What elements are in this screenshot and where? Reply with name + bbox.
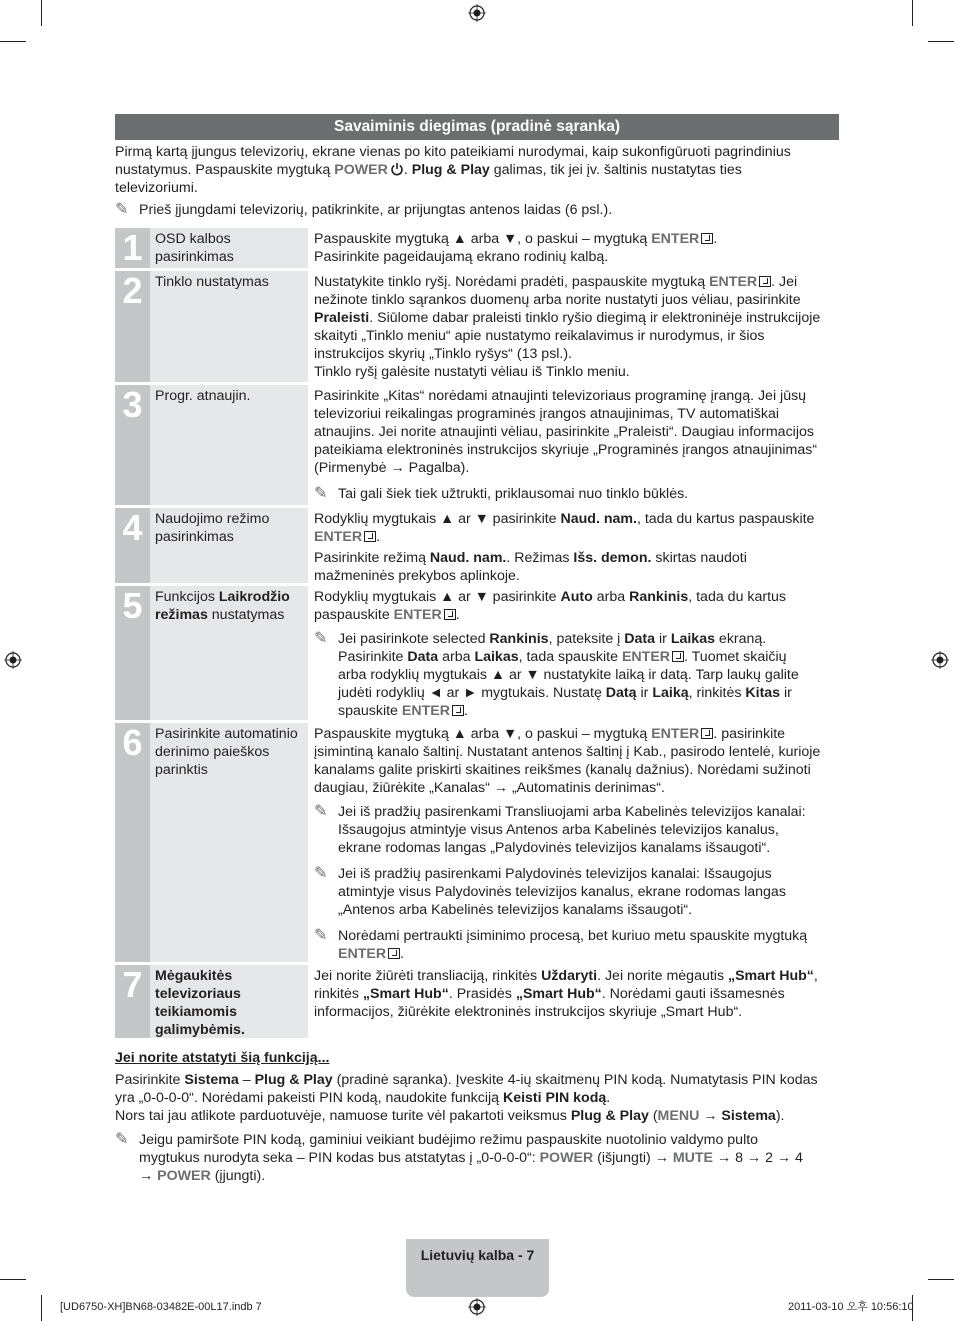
step-description: Jei norite žiūrėti transliaciją, rinkitės Uždaryti. Jei norite mėgautis „Smart Hub“, rinkitės „Smart Hub“. Prasidės „Smart Hub“. Norėdami gauti išsamesnės informacijos, žiūrėkite elektroninės instrukcijos skyriuje „Smart Hub“. bbox=[314, 968, 818, 1020]
imprint-right: 2011-03-10 오후 10:56:10 bbox=[788, 1301, 914, 1313]
note-pencil-icon: ✎ bbox=[314, 485, 328, 502]
step-label: OSD kalbos pasirinkimas bbox=[150, 228, 308, 268]
page-number: Lietuvių kalba - 7 bbox=[420, 1247, 535, 1263]
section-title: Savaiminis diegimas (pradinė sąranka) bbox=[115, 114, 839, 140]
note-pencil-icon: ✎ bbox=[115, 1131, 129, 1148]
enter-icon bbox=[364, 531, 376, 542]
step-number: 1 bbox=[115, 228, 150, 268]
step-row bbox=[115, 965, 839, 1038]
note-pencil-icon: ✎ bbox=[314, 630, 328, 647]
step-number: 5 bbox=[115, 586, 150, 720]
step-row bbox=[115, 228, 839, 268]
enter-icon bbox=[452, 705, 464, 716]
note-pencil-icon: ✎ bbox=[314, 927, 328, 944]
step-description: Rodyklių mygtukais ▲ ar ▼ pasirinkite Auto arba Rankinis, tada du kartus paspauskite ENTER . ✎ Jei pasirinkote selected Rankinis, pateksite į Data ir Laikas ekraną. Pasirinkite Data arba Laikas, tada spauskite ENTER . Tuomet skaičių arba rodyklių mygtukais ▲ ar ▼ nustatykite laiką ir datą. Tarp laukų galite judėti rodyklių ◄ ar ► mygtukais. Nustatę Datą ir Laiką, rinkitės Kitas ir spauskite ENTER . bbox=[314, 589, 799, 719]
enter-icon bbox=[701, 233, 713, 244]
step-row bbox=[115, 385, 839, 505]
enter-icon bbox=[759, 276, 771, 287]
reset-section: Jei norite atstatyti šią funkciją... Pasirinkite Sistema – Plug & Play (pradinė sąranka). Įveskite 4-ių skaitmenų PIN kodą. Numatytasis PIN kodas yra „0-0-0-0“. Norėdami pakeisti PIN kodą, naudokite funkciją Keisti PIN kodą. Nors tai jau atlikote parduotuvėje, namuose turite vėl pakartoti veiksmus Plug & Play (MENU → Sistema). ✎ Jeigu pamiršote PIN kodą, gaminiui veikiant budėjimo režimu paspauskite nuotolinio valdymo pulto mygtukus nurodyta seka – PIN kodas bus atstatytas į „0-0-0-0“: POWER (išjungti) → MUTE → 8 → 2 → 4 → POWER (įjungti). bbox=[115, 1049, 835, 1185]
step-row bbox=[115, 586, 839, 720]
step-number: 4 bbox=[115, 508, 150, 583]
step-number: 6 bbox=[115, 723, 150, 962]
step-row bbox=[115, 723, 839, 962]
step-row bbox=[115, 508, 839, 583]
note-pencil-icon: ✎ bbox=[115, 201, 129, 218]
step-description: Pasirinkite „Kitas“ norėdami atnaujinti televizoriaus programinę įrangą. Jei jūsų televizoriui reikalingas programinės įrangos atnaujinimas, TV automatiškai atnaujins. Jei norite atnaujinti vėliau, pasirinkite „Praleisti“. Daugiau informacijos pateikiama elektroninės instrukcijos skyriuje „Programinės įrangos atnaujinimas“ (Pirmenybė → Pagalba). ✎ Tai gali šiek tiek užtrukti, priklausomai nuo tinklo būklės. bbox=[314, 388, 818, 502]
registration-mark-icon bbox=[931, 651, 949, 669]
enter-icon bbox=[388, 948, 400, 959]
step-label: Pasirinkite automatinio derinimo paieškos parinktis bbox=[150, 723, 308, 962]
step-label: Tinklo nustatymas bbox=[150, 271, 308, 382]
step-label: Funkcijos Laikrodžio režimas nustatymas bbox=[150, 586, 308, 720]
step-label: Naudojimo režimo pasirinkimas bbox=[150, 508, 308, 583]
step-description: Rodyklių mygtukais ▲ ar ▼ pasirinkite Naud. nam., tada du kartus paspauskite ENTER . Pasirinkite režimą Naud. nam.. Režimas Išs. demon. skirtas naudoti mažmeninės prekybos aplinkoje. bbox=[314, 511, 815, 584]
power-icon bbox=[390, 162, 404, 176]
step-label: Progr. atnaujin. bbox=[150, 385, 308, 505]
imprint-left: [UD6750-XH]BN68-03482E-00L17.indb 7 bbox=[60, 1301, 262, 1313]
intro-text: Pirmą kartą įjungus televizorių, ekrane vienas po kito pateikiami nurodymai, kaip sukonfigūruoti pagrindinius nustatymus. Paspauskite mygtuką POWER . Plug & Play galimas, tik jei įv. šaltinis nustatytas ties televizoriumi. ✎ Prieš įjungdami televizorių, patikrinkite, ar prijungtas antenos laidas (6 psl.). bbox=[115, 144, 791, 218]
enter-icon bbox=[672, 651, 684, 662]
step-description: Nustatykite tinklo ryšį. Norėdami pradėti, paspauskite mygtuką ENTER . Jei nežinote tinklo sąrankos duomenų arba norite nustatyti juos vėliau, pasirinkite Praleisti. Siūlome dabar praleisti tinklo ryšio diegimą ir elektroninėje instrukcijoje skaityti „Tinklo meniu“ apie nustatymo reikalavimus ir nurodymus, ir šios instrukcijos skyrių „Tinklo ryšys“ (13 psl.). Tinklo ryšį galėsite nustatyti vėliau iš Tinklo meniu. bbox=[314, 274, 821, 380]
registration-mark-icon bbox=[4, 651, 22, 669]
registration-mark-icon bbox=[468, 1298, 486, 1316]
step-number: 7 bbox=[115, 965, 150, 1038]
note-pencil-icon: ✎ bbox=[314, 803, 328, 820]
step-row bbox=[115, 271, 839, 382]
enter-icon bbox=[444, 609, 456, 620]
registration-mark-icon bbox=[468, 4, 486, 22]
step-description: Paspauskite mygtuką ▲ arba ▼, o paskui – mygtuką ENTER . pasirinkite įsimintiną kanalo šaltinį. Nustatant antenos šaltinį į Kab., pasirodo lentelė, kurioje kanalams galite priskirti skaitines reikšmes (kanalų dažnius). Norėdami sužinoti daugiau, žiūrėkite „Kanalas“ → „Automatinis derinimas“. ✎ Jei iš pradžių pasirenkami Transliuojami arba Kabelinės televizijos kanalai: Išsaugojus atmintyje visus Antenos arba Kabelinės televizijos kanalus, ekrane rodomas langas „Palydovinės televizijos kanalams išsaugoti“. ✎ Jei iš pradžių pasirenkami Palydovinės televizijos kanalai: Išsaugojus atmintyje visus Palydovinės televizijos kanalus, ekrane rodomas langas „Antenos arba Kabelinės televizijos kanalams išsaugoti“. ✎ Norėdami pertraukti įsiminimo procesą, bet kuriuo metu spauskite mygtuką ENTER . bbox=[314, 726, 821, 962]
enter-icon bbox=[701, 728, 713, 739]
note-pencil-icon: ✎ bbox=[314, 865, 328, 882]
reset-heading: Jei norite atstatyti šią funkciją... bbox=[115, 1050, 330, 1066]
step-label: Mėgaukitės televizoriaus teikiamomis galimybėmis. bbox=[150, 965, 308, 1038]
step-number: 3 bbox=[115, 385, 150, 505]
step-number: 2 bbox=[115, 271, 150, 382]
step-description: Paspauskite mygtuką ▲ arba ▼, o paskui – mygtuką ENTER . Pasirinkite pageidaujamą ekrano rodinių kalbą. bbox=[314, 231, 718, 265]
